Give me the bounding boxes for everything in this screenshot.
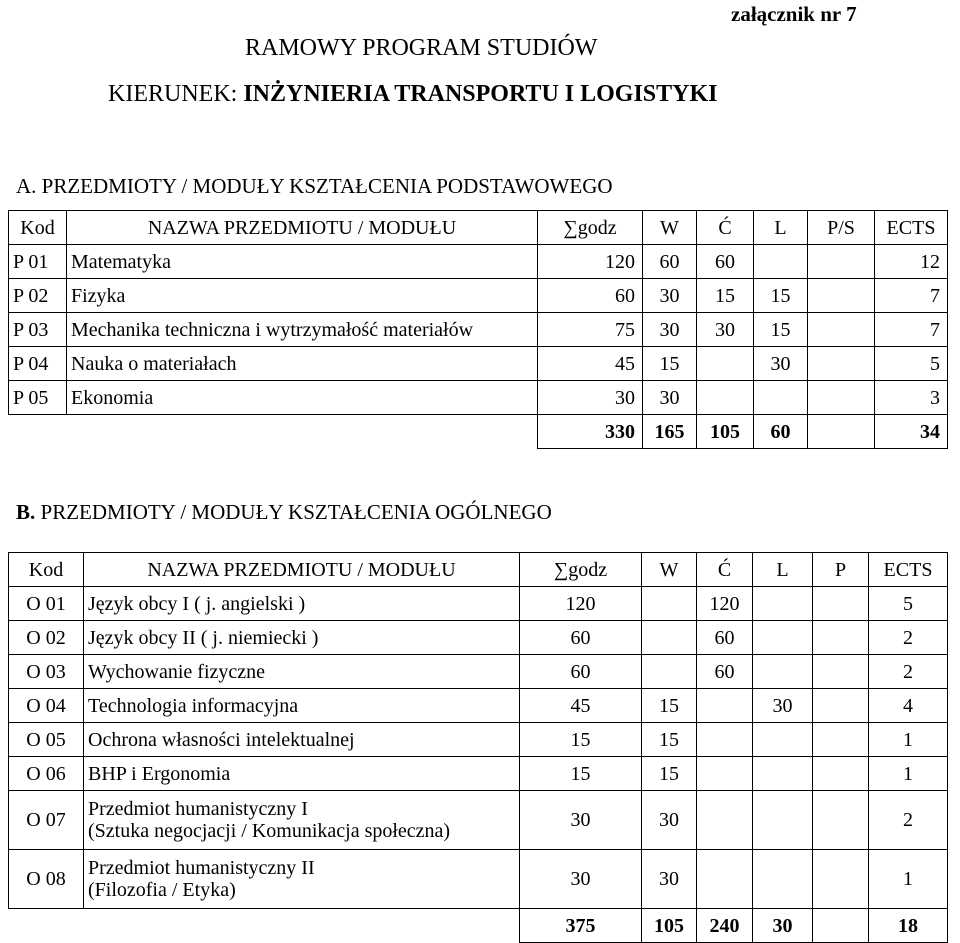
empty-cell [9,415,67,449]
table-row [9,850,948,909]
course-name: Przedmiot humanistyczny I [88,798,308,820]
table-row [9,655,948,689]
header-kod: Kod [9,553,84,587]
cell-c: 30 [697,313,754,347]
cell-kod: P 04 [9,347,67,381]
cell-p [813,621,869,655]
cell-w: 30 [642,850,697,909]
sum-icon: ∑ [563,216,578,239]
total-c: 105 [697,415,754,449]
header-p: P [813,553,869,587]
cell-kod: O 02 [9,621,84,655]
cell-nazwa: Wychowanie fizyczne [84,655,520,689]
table-row [9,723,948,757]
total-godz: 375 [520,909,642,943]
attachment-label: załącznik nr 7 [731,2,857,26]
header-c: Ć [697,553,753,587]
cell-w: 15 [642,689,697,723]
field-of-study-title [108,81,718,108]
cell-nazwa: Technologia informacyjna [84,689,520,723]
cell-godz: 15 [520,757,642,791]
cell-w: 60 [643,245,697,279]
cell-l [754,245,808,279]
total-ects: 34 [875,415,948,449]
cell-godz: 30 [520,791,642,850]
cell-l: 30 [753,689,813,723]
table-row [9,689,948,723]
section-b-heading [16,500,552,525]
table-row [9,381,948,415]
cell-c [697,757,753,791]
cell-kod: P 02 [9,279,67,313]
cell-l [753,850,813,909]
header-ects: ECTS [869,553,948,587]
course-options: (Filozofia / Etyka) [88,879,236,901]
cell-c: 60 [697,245,754,279]
empty-cell [67,415,538,449]
cell-ps [808,347,875,381]
totals-row [9,415,948,449]
cell-kod: O 04 [9,689,84,723]
cell-p [813,791,869,850]
header-l: L [753,553,813,587]
cell-ps [808,245,875,279]
total-godz: 330 [538,415,643,449]
cell-p [813,723,869,757]
cell-kod: P 01 [9,245,67,279]
header-l: L [754,211,808,245]
cell-godz: 60 [538,279,643,313]
cell-nazwa: Matematyka [67,245,538,279]
total-w: 105 [642,909,697,943]
cell-p [813,587,869,621]
cell-l: 15 [754,313,808,347]
course-name: Przedmiot humanistyczny II [88,857,315,879]
field-prefix: KIERUNEK: [108,81,244,107]
cell-ects: 2 [869,655,948,689]
cell-p [813,655,869,689]
cell-p [813,757,869,791]
cell-nazwa: Nauka o materiałach [67,347,538,381]
cell-nazwa: Język obcy II ( j. niemiecki ) [84,621,520,655]
cell-kod: P 05 [9,381,67,415]
cell-ects: 1 [869,850,948,909]
table-header-row [9,211,948,245]
cell-nazwa [84,850,520,909]
cell-ects: 2 [869,791,948,850]
cell-godz: 45 [520,689,642,723]
cell-l [753,791,813,850]
section-a-heading: A. PRZEDMIOTY / MODUŁY KSZTAŁCENIA PODSTAWOWEGO [16,174,613,198]
cell-godz: 120 [520,587,642,621]
cell-c [697,381,754,415]
cell-w [642,587,697,621]
header-godz [520,553,642,587]
cell-kod: O 03 [9,655,84,689]
cell-l: 30 [754,347,808,381]
cell-ects: 5 [869,587,948,621]
cell-kod: O 01 [9,587,84,621]
table-basic-courses [8,210,948,449]
cell-ects: 12 [875,245,948,279]
cell-w: 30 [643,279,697,313]
total-ects: 18 [869,909,948,943]
empty-cell [9,909,84,943]
cell-p [813,850,869,909]
empty-cell [84,909,520,943]
header-w: W [642,553,697,587]
cell-w: 30 [642,791,697,850]
cell-l [753,757,813,791]
section-b-title: PRZEDMIOTY / MODUŁY KSZTAŁCENIA OGÓLNEGO [35,500,552,524]
cell-c [697,791,753,850]
cell-nazwa: BHP i Ergonomia [84,757,520,791]
header-ps: P/S [808,211,875,245]
cell-ps [808,381,875,415]
table-general-courses [8,552,948,943]
cell-ects: 1 [869,723,948,757]
total-w: 165 [643,415,697,449]
cell-w: 15 [642,723,697,757]
cell-kod: O 05 [9,723,84,757]
cell-ects: 5 [875,347,948,381]
totals-row [9,909,948,943]
cell-l [753,621,813,655]
cell-godz: 75 [538,313,643,347]
total-ps [808,415,875,449]
header-godz [538,211,643,245]
cell-nazwa: Fizyka [67,279,538,313]
header-godz-label: godz [568,558,608,581]
cell-c [697,723,753,757]
header-ects: ECTS [875,211,948,245]
cell-godz: 15 [520,723,642,757]
total-l: 60 [754,415,808,449]
total-l: 30 [753,909,813,943]
field-name: INŻYNIERIA TRANSPORTU I LOGISTYKI [243,81,718,107]
cell-c [697,689,753,723]
cell-kod: O 06 [9,757,84,791]
table-header-row [9,553,948,587]
program-title: RAMOWY PROGRAM STUDIÓW [245,35,598,61]
cell-w: 30 [643,313,697,347]
cell-nazwa: Ekonomia [67,381,538,415]
cell-kod: P 03 [9,313,67,347]
cell-c: 60 [697,655,753,689]
cell-ps [808,279,875,313]
cell-godz: 60 [520,655,642,689]
cell-l [753,587,813,621]
cell-nazwa [84,791,520,850]
cell-c: 60 [697,621,753,655]
cell-ps [808,313,875,347]
cell-c [697,850,753,909]
header-nazwa: NAZWA PRZEDMIOTU / MODUŁU [84,553,520,587]
cell-w: 15 [642,757,697,791]
cell-ects: 3 [875,381,948,415]
table-row [9,245,948,279]
table-row [9,757,948,791]
header-kod: Kod [9,211,67,245]
cell-l: 15 [754,279,808,313]
sum-icon: ∑ [553,558,569,581]
cell-ects: 7 [875,279,948,313]
cell-godz: 60 [520,621,642,655]
table-row [9,587,948,621]
cell-l [753,655,813,689]
table-a-body [9,211,948,449]
cell-c: 120 [697,587,753,621]
cell-godz: 30 [538,381,643,415]
cell-nazwa: Mechanika techniczna i wytrzymałość materiałów [67,313,538,347]
cell-ects: 4 [869,689,948,723]
cell-kod: O 08 [9,850,84,909]
cell-kod: O 07 [9,791,84,850]
cell-c [697,347,754,381]
table-row [9,621,948,655]
table-row [9,313,948,347]
table-row [9,791,948,850]
cell-w [642,621,697,655]
cell-nazwa: Ochrona własności intelektualnej [84,723,520,757]
section-b-letter: B. [16,500,36,524]
total-c: 240 [697,909,753,943]
cell-godz: 30 [520,850,642,909]
cell-p [813,689,869,723]
cell-nazwa: Język obcy I ( j. angielski ) [84,587,520,621]
header-c: Ć [697,211,754,245]
header-godz-label: godz [577,216,617,239]
cell-l [754,381,808,415]
total-p [813,909,869,943]
cell-c: 15 [697,279,754,313]
cell-ects: 7 [875,313,948,347]
cell-l [753,723,813,757]
table-row [9,279,948,313]
course-options: (Sztuka negocjacji / Komunikacja społeczna) [88,820,451,842]
header-nazwa: NAZWA PRZEDMIOTU / MODUŁU [67,211,538,245]
cell-godz: 45 [538,347,643,381]
cell-ects: 1 [869,757,948,791]
cell-w [642,655,697,689]
cell-ects: 2 [869,621,948,655]
table-row [9,347,948,381]
table-b-body [9,553,948,943]
cell-w: 15 [643,347,697,381]
header-w: W [643,211,697,245]
cell-w: 30 [643,381,697,415]
cell-godz: 120 [538,245,643,279]
